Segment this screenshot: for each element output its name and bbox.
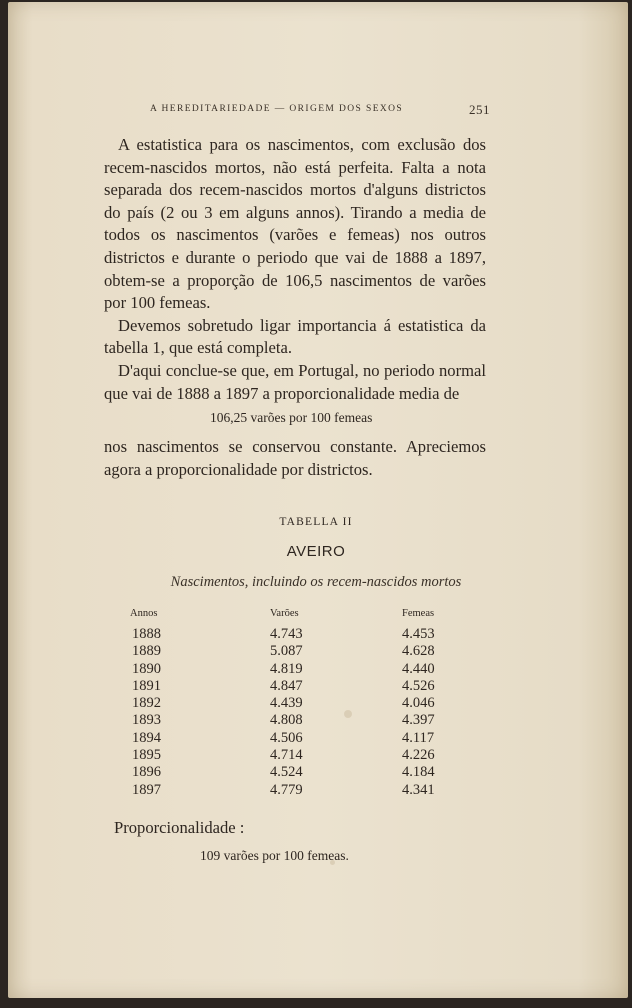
table-row <box>130 730 482 747</box>
table-row <box>130 695 482 712</box>
cell-femeas: 4.440 <box>402 660 435 677</box>
cell-varoes: 4.439 <box>270 695 303 712</box>
formula-line: 106,25 varões por 100 femeas <box>210 410 373 425</box>
table-row <box>130 678 482 695</box>
table-row <box>130 643 482 660</box>
cell-femeas: 4.226 <box>402 747 435 764</box>
cell-year: 1888 <box>132 626 161 642</box>
cell-varoes: 4.506 <box>270 729 303 746</box>
page-number: 251 <box>469 102 490 117</box>
cell-varoes: 4.819 <box>270 660 303 677</box>
header-varoes: Varões <box>270 607 299 619</box>
cell-femeas: 4.397 <box>402 712 435 729</box>
cell-femeas: 4.046 <box>402 695 435 712</box>
cell-year: 1894 <box>132 729 161 746</box>
proportion-value: 109 varões por 100 femeas. <box>200 848 349 863</box>
cell-year: 1893 <box>132 712 161 729</box>
table-row <box>130 712 482 729</box>
cell-varoes: 4.779 <box>270 781 303 798</box>
header-femeas: Femeas <box>402 607 435 619</box>
cell-varoes: 4.743 <box>270 626 303 642</box>
table-caption: Nascimentos, incluindo os recem-nascidos mortos <box>170 574 462 590</box>
cell-femeas: 4.117 <box>402 729 435 746</box>
header-annos: Annos <box>130 607 158 619</box>
cell-varoes: 4.714 <box>270 747 303 764</box>
table-label: TABELLA II <box>279 516 353 528</box>
paragraph-continuation: nos nascimentos se conservou constante. Apreciemos agora a proporcionalidade por districtos. <box>104 437 486 479</box>
cell-year: 1890 <box>132 660 161 677</box>
body-text-continuation <box>104 436 486 481</box>
table-header-row <box>130 606 482 626</box>
table-row <box>130 782 482 799</box>
cell-femeas: 4.453 <box>402 626 435 642</box>
cell-year: 1889 <box>132 643 161 660</box>
table-row <box>130 661 482 678</box>
cell-femeas: 4.341 <box>402 781 435 798</box>
cell-femeas: 4.526 <box>402 677 435 694</box>
cell-femeas: 4.628 <box>402 643 435 660</box>
cell-year: 1895 <box>132 747 161 764</box>
running-title: A HEREDITARIEDADE — ORIGEM DOS SEXOS <box>150 104 404 114</box>
cell-femeas: 4.184 <box>402 764 435 781</box>
cell-year: 1892 <box>132 695 161 712</box>
cell-year: 1897 <box>132 781 161 798</box>
cell-varoes: 4.524 <box>270 764 303 781</box>
cell-varoes: 4.847 <box>270 677 303 694</box>
paragraph: D'aqui conclue-se que, em Portugal, no periodo normal que vai de 1888 a 1897 a proporcionalidade media de <box>104 360 486 403</box>
cell-varoes: 4.808 <box>270 712 303 729</box>
proportion-label: Proporcionalidade : <box>114 818 245 837</box>
cell-year: 1891 <box>132 677 161 694</box>
paragraph: A estatistica para os nascimentos, com exclusão dos recem-nascidos mortos, não está perfeita. Falta a nota separada dos recem-nascidos mortos d'alguns districtos do país (2 ou 3 em alguns annos). Tirando a media de todos os nascimentos (varões e femeas) nos outros districtos e durante o periodo que vai de 1888 a 1897, obtem-se a proporção de 106,5 nascimentos de varões por 100 femeas. <box>104 135 486 313</box>
cell-year: 1896 <box>132 764 161 781</box>
district-title: AVEIRO <box>286 543 346 560</box>
table-row <box>130 626 482 643</box>
cell-varoes: 5.087 <box>270 643 303 660</box>
table-row <box>130 747 482 764</box>
table-row <box>130 764 482 781</box>
body-text <box>104 134 486 405</box>
births-table <box>130 606 482 799</box>
paragraph: Devemos sobretudo ligar importancia á estatistica da tabella 1, que está completa. <box>104 315 486 358</box>
